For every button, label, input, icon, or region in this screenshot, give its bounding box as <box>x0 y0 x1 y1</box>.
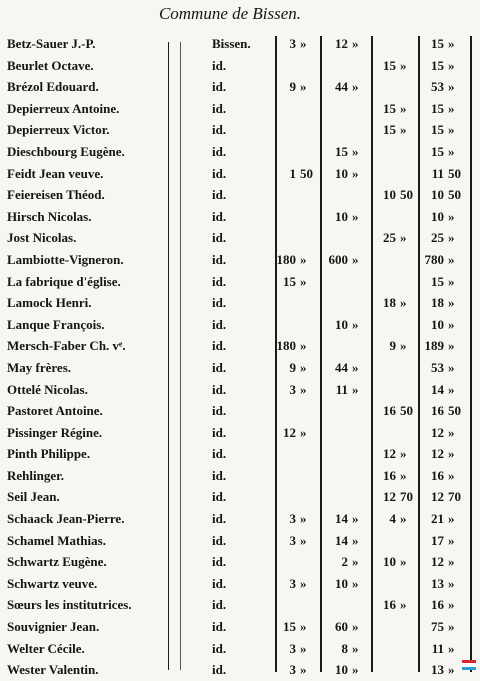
cell-c2: 44 <box>335 79 348 95</box>
cell-c4c: » <box>448 359 455 375</box>
cell-c2c: » <box>352 662 359 678</box>
cell-c2c: » <box>352 511 359 527</box>
cell-name: Seil Jean. <box>7 489 60 505</box>
cell-c4: 15 <box>431 143 444 159</box>
table-row <box>0 119 480 141</box>
cell-c4c: 50 <box>448 187 461 203</box>
cell-place: id. <box>212 424 227 440</box>
cell-place: id. <box>212 251 227 267</box>
cell-c1c: » <box>300 575 307 591</box>
cell-c1c: 50 <box>300 165 313 181</box>
table-row <box>0 227 480 249</box>
cell-c4c: » <box>448 597 455 613</box>
cell-c4c: » <box>448 208 455 224</box>
cell-c3: 25 <box>383 230 396 246</box>
cell-c1c: » <box>300 79 307 95</box>
cell-place: id. <box>212 316 227 332</box>
cell-name: Feiereisen Théod. <box>7 187 105 203</box>
cell-c4c: » <box>448 79 455 95</box>
cell-c4: 18 <box>431 295 444 311</box>
cell-c4c: » <box>448 143 455 159</box>
table-row <box>0 292 480 314</box>
cell-c2: 10 <box>335 165 348 181</box>
cell-c1c: » <box>300 359 307 375</box>
cell-place: id. <box>212 381 227 397</box>
cell-c1: 3 <box>289 575 296 591</box>
cell-name: Schamel Mathias. <box>7 532 106 548</box>
cell-name: Depierreux Victor. <box>7 122 110 138</box>
cell-c3: 12 <box>383 489 396 505</box>
cell-c1c: » <box>300 532 307 548</box>
cell-c2c: » <box>352 619 359 635</box>
cell-c3c: » <box>400 57 407 73</box>
cell-c4: 189 <box>424 338 444 354</box>
cell-name: Souvignier Jean. <box>7 619 100 635</box>
cell-c4c: » <box>448 122 455 138</box>
cell-place: id. <box>212 597 227 613</box>
cell-name: La fabrique d'église. <box>7 273 121 289</box>
cell-c4: 17 <box>431 532 444 548</box>
cell-c2c: » <box>352 251 359 267</box>
cell-c2: 44 <box>335 359 348 375</box>
table-row <box>0 206 480 228</box>
cell-c1c: » <box>300 273 307 289</box>
cell-c4: 12 <box>431 489 444 505</box>
cell-c1c: » <box>300 251 307 267</box>
cell-c4: 12 <box>431 446 444 462</box>
table-row <box>0 33 480 55</box>
cell-place: id. <box>212 338 227 354</box>
cell-name: Hirsch Nicolas. <box>7 208 92 224</box>
cell-c3c: » <box>400 295 407 311</box>
table-row <box>0 249 480 271</box>
cell-c2c: » <box>352 359 359 375</box>
cell-name: Rehlinger. <box>7 467 64 483</box>
cell-c2c: » <box>352 575 359 591</box>
cell-name: Depierreux Antoine. <box>7 100 120 116</box>
cell-c3: 10 <box>383 554 396 570</box>
cell-name: Wester Valentin. <box>7 662 99 678</box>
cell-c3c: » <box>400 100 407 116</box>
cell-name: Schwartz Eugène. <box>7 554 107 570</box>
cell-c3c: 50 <box>400 403 413 419</box>
cell-place: id. <box>212 273 227 289</box>
cell-c4c: » <box>448 295 455 311</box>
cell-place: id. <box>212 489 227 505</box>
cell-place: id. <box>212 662 227 678</box>
table-row <box>0 594 480 616</box>
cell-c2: 14 <box>335 532 348 548</box>
cell-c2: 12 <box>335 36 348 51</box>
cell-c3c: 70 <box>400 489 413 505</box>
cell-c4: 15 <box>431 273 444 289</box>
cell-name: Lamock Henri. <box>7 295 92 311</box>
cell-c3c: » <box>400 467 407 483</box>
cell-c1: 3 <box>289 36 296 51</box>
cell-c1: 3 <box>289 381 296 397</box>
cell-c3: 18 <box>383 295 396 311</box>
cell-c4: 780 <box>424 251 444 267</box>
cell-c1c: » <box>300 662 307 678</box>
cell-c4: 25 <box>431 230 444 246</box>
cell-c1c: » <box>300 619 307 635</box>
table-row <box>0 163 480 185</box>
table-row <box>0 55 480 77</box>
cell-c3c: » <box>400 338 407 354</box>
cell-c4: 12 <box>431 554 444 570</box>
cell-name: Welter Cécile. <box>7 640 85 656</box>
flag-icon <box>462 660 476 670</box>
cell-c4c: 50 <box>448 165 461 181</box>
cell-c1: 15 <box>283 273 296 289</box>
cell-c4: 15 <box>431 100 444 116</box>
cell-c2: 2 <box>341 554 348 570</box>
table-row <box>0 465 480 487</box>
cell-name: Beurlet Octave. <box>7 57 94 73</box>
table-row <box>0 98 480 120</box>
cell-c3c: » <box>400 230 407 246</box>
cell-place: id. <box>212 575 227 591</box>
table-row <box>0 486 480 508</box>
cell-c4c: » <box>448 57 455 73</box>
cell-c4: 10 <box>431 208 444 224</box>
cell-name: Lambiotte-Vigneron. <box>7 251 124 267</box>
table-row <box>0 379 480 401</box>
cell-c3: 4 <box>389 511 396 527</box>
cell-place: id. <box>212 57 227 73</box>
cell-place: id. <box>212 165 227 181</box>
cell-c4c: » <box>448 273 455 289</box>
cell-c2c: » <box>352 532 359 548</box>
table-row <box>0 530 480 552</box>
cell-c2: 14 <box>335 511 348 527</box>
cell-c4: 21 <box>431 511 444 527</box>
cell-c1: 3 <box>289 640 296 656</box>
cell-place: Bissen. <box>212 36 251 51</box>
cell-place: id. <box>212 208 227 224</box>
cell-name: Pissinger Régine. <box>7 424 103 440</box>
cell-place: id. <box>212 446 227 462</box>
cell-place: id. <box>212 403 227 419</box>
cell-place: id. <box>212 532 227 548</box>
cell-c4c: » <box>448 532 455 548</box>
table-row <box>0 335 480 357</box>
cell-c3c: » <box>400 511 407 527</box>
cell-c1: 180 <box>276 251 296 267</box>
cell-c4c: » <box>448 446 455 462</box>
cell-place: id. <box>212 187 227 203</box>
table-row <box>0 422 480 444</box>
table-row <box>0 76 480 98</box>
cell-c4c: 70 <box>448 489 461 505</box>
cell-name: Pastoret Antoine. <box>7 403 103 419</box>
cell-name: Dieschbourg Eugène. <box>7 143 125 159</box>
cell-place: id. <box>212 619 227 635</box>
cell-c3c: » <box>400 446 407 462</box>
cell-c1c: » <box>300 424 307 440</box>
cell-c2: 600 <box>328 251 348 267</box>
cell-c4: 16 <box>431 403 444 419</box>
cell-c2c: » <box>352 640 359 656</box>
cell-c4: 75 <box>431 619 444 635</box>
cell-c4: 15 <box>431 57 444 73</box>
cell-c3c: 50 <box>400 187 413 203</box>
cell-c2: 10 <box>335 208 348 224</box>
cell-c4c: » <box>448 619 455 635</box>
cell-place: id. <box>212 230 227 246</box>
cell-c2c: » <box>352 554 359 570</box>
table-row <box>0 573 480 595</box>
page-title: Commune de Bissen. <box>158 4 302 23</box>
table-row <box>0 141 480 163</box>
cell-c4c: » <box>448 640 455 656</box>
cell-c4: 10 <box>431 187 444 203</box>
cell-c4c: » <box>448 554 455 570</box>
cell-name: Feidt Jean veuve. <box>7 165 104 181</box>
cell-c2: 15 <box>335 143 348 159</box>
table-row <box>0 443 480 465</box>
cell-place: id. <box>212 359 227 375</box>
cell-c4c: » <box>448 251 455 267</box>
table-row <box>0 400 480 422</box>
cell-c1: 9 <box>289 359 296 375</box>
cell-name: Sœurs les institutrices. <box>7 597 132 613</box>
table-row <box>0 638 480 660</box>
cell-c4c: » <box>448 36 455 51</box>
cell-c1: 9 <box>289 79 296 95</box>
cell-place: id. <box>212 511 227 527</box>
cell-c4c: » <box>448 575 455 591</box>
cell-c4: 15 <box>431 122 444 138</box>
cell-place: id. <box>212 100 227 116</box>
cell-c3: 15 <box>383 57 396 73</box>
cell-c2: 10 <box>335 575 348 591</box>
cell-c1: 3 <box>289 662 296 678</box>
cell-name: Schwartz veuve. <box>7 575 98 591</box>
cell-name: May frères. <box>7 359 72 375</box>
cell-c4c: » <box>448 381 455 397</box>
cell-c3: 9 <box>389 338 396 354</box>
cell-name: Schaack Jean-Pierre. <box>7 511 125 527</box>
cell-place: id. <box>212 295 227 311</box>
cell-c2c: » <box>352 79 359 95</box>
cell-c2: 8 <box>341 640 348 656</box>
cell-c3: 15 <box>383 122 396 138</box>
cell-place: id. <box>212 554 227 570</box>
cell-c4: 11 <box>431 640 444 656</box>
cell-c1c: » <box>300 36 307 51</box>
cell-c2: 10 <box>335 662 348 678</box>
table-row <box>0 508 480 530</box>
cell-c2c: » <box>352 143 359 159</box>
cell-c1c: » <box>300 381 307 397</box>
cell-c4c: » <box>448 467 455 483</box>
cell-c1: 12 <box>283 424 296 440</box>
cell-c4: 13 <box>431 575 444 591</box>
cell-c3: 16 <box>383 597 396 613</box>
cell-name: Ottelé Nicolas. <box>7 381 88 397</box>
cell-c1c: » <box>300 511 307 527</box>
cell-c3c: » <box>400 597 407 613</box>
table-row <box>0 357 480 379</box>
cell-name: Pinth Philippe. <box>7 446 91 462</box>
cell-c1: 3 <box>289 511 296 527</box>
cell-c3: 12 <box>383 446 396 462</box>
cell-place: id. <box>212 640 227 656</box>
cell-c1c: » <box>300 338 307 354</box>
table-row <box>0 551 480 573</box>
cell-c2c: » <box>352 381 359 397</box>
table-row <box>0 271 480 293</box>
cell-place: id. <box>212 122 227 138</box>
cell-c4: 12 <box>431 424 444 440</box>
cell-c3: 16 <box>383 467 396 483</box>
table-row <box>0 616 480 638</box>
cell-c4: 16 <box>431 467 444 483</box>
cell-c3: 16 <box>383 403 396 419</box>
cell-c4: 14 <box>431 381 444 397</box>
cell-name: Betz-Sauer J.-P. <box>7 36 96 51</box>
cell-place: id. <box>212 143 227 159</box>
ledger-table <box>0 33 480 681</box>
cell-c3: 10 <box>383 187 396 203</box>
cell-c4: 53 <box>431 359 444 375</box>
cell-c4c: » <box>448 662 455 678</box>
cell-c1: 180 <box>276 338 296 354</box>
cell-c4c: » <box>448 511 455 527</box>
cell-c1: 1 <box>289 165 296 181</box>
cell-c4: 11 <box>431 165 444 181</box>
cell-c2c: » <box>352 208 359 224</box>
cell-place: id. <box>212 79 227 95</box>
cell-c2c: » <box>352 316 359 332</box>
cell-name: Brézol Edouard. <box>7 79 99 95</box>
cell-c3: 15 <box>383 100 396 116</box>
table-row <box>0 184 480 206</box>
cell-c1: 3 <box>289 532 296 548</box>
cell-c4c: » <box>448 230 455 246</box>
cell-c3c: » <box>400 554 407 570</box>
cell-c2c: » <box>352 36 359 51</box>
cell-c2: 10 <box>335 316 348 332</box>
cell-c4c: » <box>448 424 455 440</box>
cell-name: Mersch-Faber Ch. vᵉ. <box>7 338 126 354</box>
cell-place: id. <box>212 467 227 483</box>
cell-c4: 15 <box>431 36 444 51</box>
cell-name: Lanque François. <box>7 316 105 332</box>
cell-c4: 53 <box>431 79 444 95</box>
cell-c3c: » <box>400 122 407 138</box>
cell-c4: 13 <box>431 662 444 678</box>
cell-c4: 16 <box>431 597 444 613</box>
cell-c4c: 50 <box>448 403 461 419</box>
cell-c4c: » <box>448 338 455 354</box>
cell-c2: 60 <box>335 619 348 635</box>
cell-c1: 15 <box>283 619 296 635</box>
cell-c2: 11 <box>335 381 348 397</box>
cell-c1c: » <box>300 640 307 656</box>
table-row <box>0 314 480 336</box>
cell-c4c: » <box>448 100 455 116</box>
cell-c4c: » <box>448 316 455 332</box>
cell-name: Jost Nicolas. <box>7 230 77 246</box>
cell-c2c: » <box>352 165 359 181</box>
cell-c4: 10 <box>431 316 444 332</box>
